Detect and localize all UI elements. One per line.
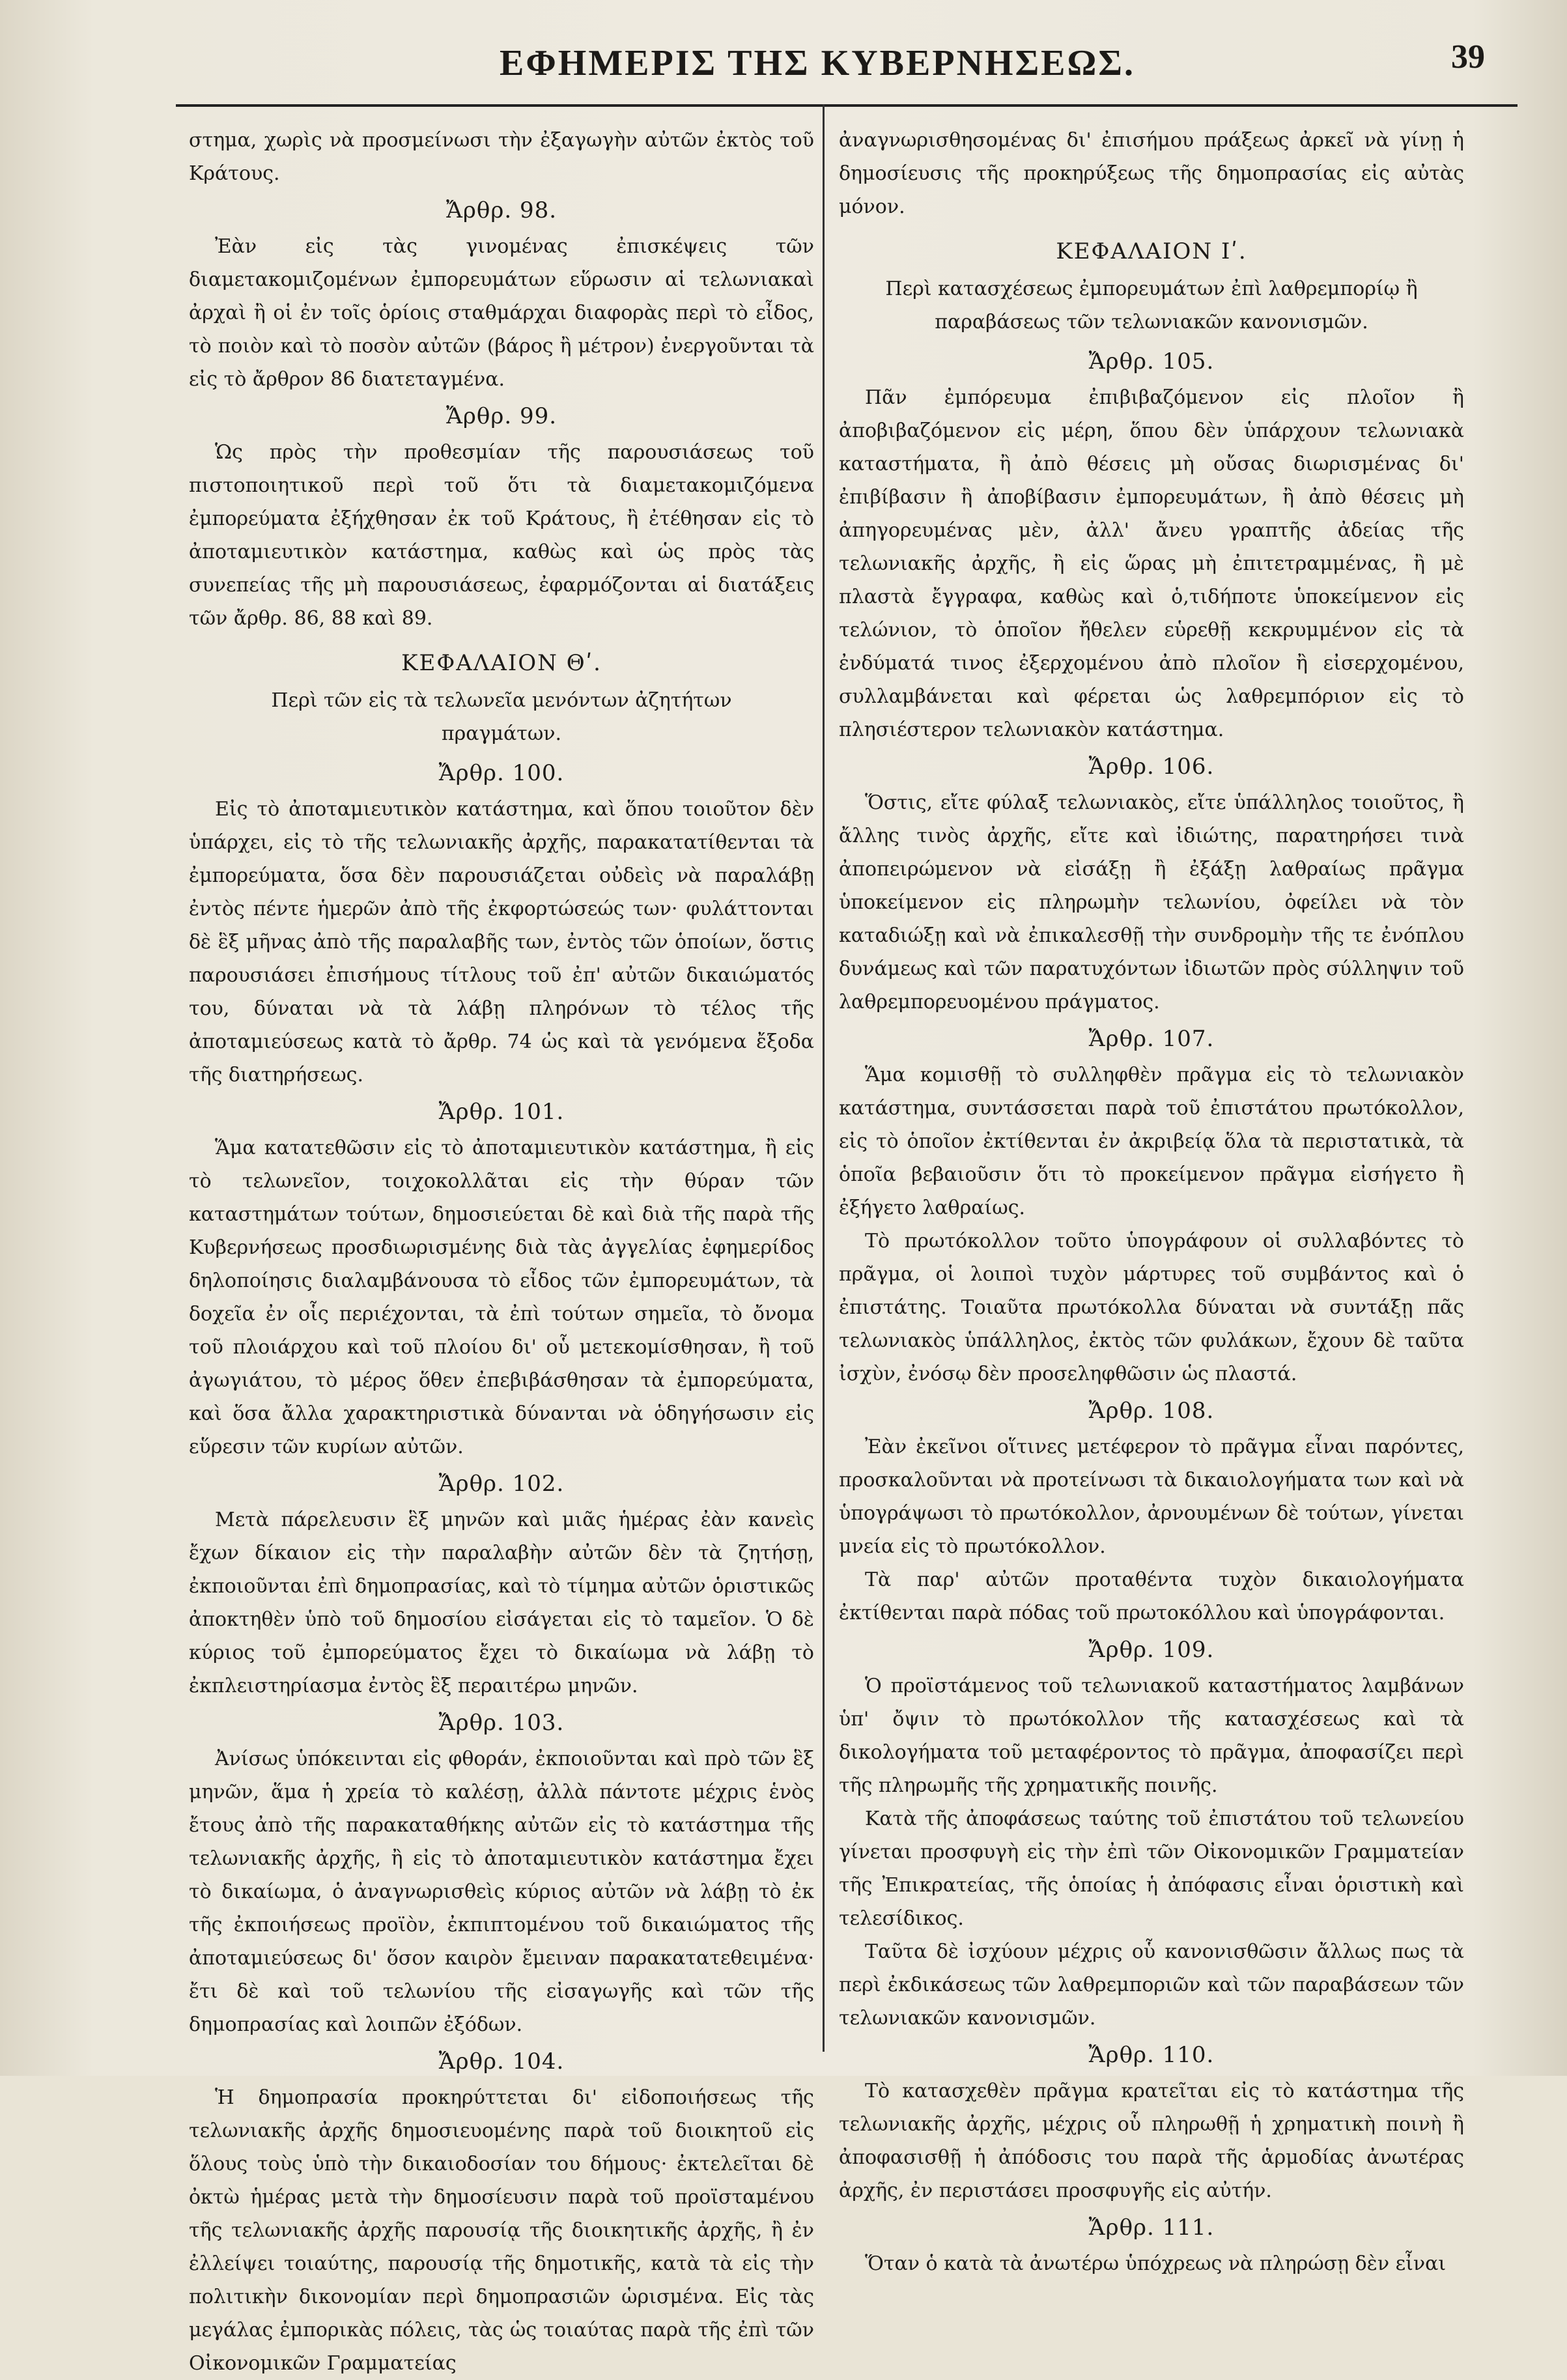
article-heading: Ἄρθρ. 108. — [1088, 1398, 1215, 1424]
paragraph: Ταῦτα δὲ ἰσχύουν μέχρις οὗ κανονισθῶσιν ἄλλως πως τὰ περὶ ἐκδικάσεως τῶν λαθρεμποριῶν καὶ τῶν παραβάσεων τῶν τελωνιακῶν κανονισμῶν. — [839, 1940, 1464, 2030]
chapter-subtitle: Περὶ κατασχέσεως ἐμπορευμάτων ἐπὶ λαθρεμπορίῳ ἢ παραβάσεως τῶν τελωνιακῶν κανονισμῶν. — [885, 277, 1418, 333]
paragraph: Ὡς πρὸς τὴν προθεσμίαν τῆς παρουσιάσεως τοῦ πιστοποιητικοῦ περὶ τοῦ ὅτι τὰ διαμετακομιζόμενα ἐμπορεύματα ἐξήχθησαν ἐκ τοῦ Κράτους, ἢ ἐτέθησαν εἰς τὸ ἀποταμιευτικὸν κατάστημα, καθὼς καὶ ὡς πρὸς τὰς συνεπείας τῆς μὴ παρουσιάσεως, ἐφαρμόζονται αἱ διατάξεις τῶν ἄρθρ. 86, 88 καὶ 89. — [189, 441, 814, 630]
paragraph: Κατὰ τῆς ἀποφάσεως ταύτης τοῦ ἐπιστάτου τοῦ τελωνείου γίνεται προσφυγὴ εἰς τὴν ἐπὶ τῶν Οἰκονομικῶν Γραμματείαν τῆς Ἐπικρατείας, τῆς ὁποίας ἡ ἀπόφασις εἶναι ὁριστικὴ καὶ τελεσίδικος. — [839, 1807, 1464, 1930]
paragraph: Τὸ πρωτόκολλον τοῦτο ὑπογράφουν οἱ συλλαβόντες τὸ πρᾶγμα, οἱ λοιποὶ τυχὸν μάρτυρες τοῦ συμβάντος καὶ ὁ ἐπιστάτης. Τοιαῦτα πρωτόκολλα δύναται νὰ συντάξῃ πᾶς τελωνιακὸς ὑπάλληλος, ἐκτὸς τῶν φυλάκων, ἔχουν δὲ ταῦτα ἰσχὺν, ἐνόσῳ δὲν προσεληφθῶσιν ὡς πλαστά. — [839, 1230, 1464, 1385]
article-heading: Ἄρθρ. 104. — [438, 2048, 565, 2075]
article-heading: Ἄρθρ. 107. — [1088, 1026, 1215, 1052]
article-heading: Ἄρθρ. 100. — [438, 760, 565, 786]
chapter-heading: ΚΕΦΑΛΑΙΟΝ Θʹ. — [401, 650, 602, 676]
chapter-subtitle: Περὶ τῶν εἰς τὰ τελωνεῖα μενόντων ἀζητήτων πραγμάτων. — [271, 689, 732, 745]
paragraph: Μετὰ πάρελευσιν ἓξ μηνῶν καὶ μιᾶς ἡμέρας ἐὰν κανεὶς ἔχων δίκαιον εἰς τὴν παραλαβὴν αὐτῶν δὲν τὰ ζητήσῃ, ἐκποιοῦνται ἐπὶ δημοπρασίας, καὶ τὸ τίμημα αὐτῶν ὁριστικῶς ἀποκτηθὲν ὑπὸ τοῦ δημοσίου εἰσάγεται εἰς τὸ ταμεῖον. Ὁ δὲ κύριος τοῦ ἐμπορεύματος ἔχει τὸ δικαίωμα νὰ λάβῃ τὸ ἐκπλειστηρίασμα ἐντὸς ἓξ περαιτέρω μηνῶν. — [189, 1509, 814, 1697]
article-heading: Ἄρθρ. 98. — [445, 197, 558, 223]
chapter-heading: ΚΕΦΑΛΑΙΟΝ Ιʹ. — [1056, 238, 1247, 264]
article-heading: Ἄρθρ. 110. — [1088, 2042, 1215, 2068]
article-heading: Ἄρθρ. 109. — [1088, 1637, 1215, 1663]
column-divider — [823, 104, 825, 2052]
paragraph: Ἅμα κατατεθῶσιν εἰς τὸ ἀποταμιευτικὸν κατάστημα, ἢ εἰς τὸ τελωνεῖον, τοιχοκολλᾶται εἰς τὴν θύραν τῶν καταστημάτων τούτων, δημοσιεύεται δὲ καὶ διὰ τῆς παρὰ τῆς Κυβερνήσεως προσδιωρισμένης διὰ τὰς ἀγγελίας ἐφημερίδος δηλοποίησις διαλαμβάνουσα τὸ εἶδος τῶν ἐμπορευμάτων, τὰ δοχεῖα ἐν οἷς περιέχονται, τὰ ἐπὶ τούτων σημεῖα, τὸ ὄνομα τοῦ πλοιάρχου καὶ τοῦ πλοίου δι' οὗ μετεκομίσθησαν, ἢ τοῦ ἀγωγιάτου, τὸ μέρος ὅθεν ἐπεβιβάσθησαν τὰ ἐμπορεύματα, καὶ ὅσα ἄλλα χαρακτηριστικὰ δύνανται νὰ ὁδηγήσωσιν εἰς εὕρεσιν τῶν κυρίων αὐτῶν. — [189, 1137, 814, 1458]
right-column — [839, 124, 1464, 2280]
paragraph: Ἡ δημοπρασία προκηρύττεται δι' εἰδοποιήσεως τῆς τελωνιακῆς ἀρχῆς δημοσιευομένης παρὰ τοῦ διοικητοῦ εἰς ὅλους τοὺς ὑπὸ τὴν δικαιοδοσίαν του δήμους· ἐκτελεῖται δὲ ὀκτὼ ἡμέρας μετὰ τὴν δημοσίευσιν παρὰ τοῦ προϊσταμένου τῆς τελωνιακῆς ἀρχῆς παρουσίᾳ τῆς διοικητικῆς ἀρχῆς, ἢ ἐν ἐλλείψει τοιαύτης, παρουσίᾳ τῆς δημοτικῆς, κατὰ τὰ εἰς τὴν πολιτικὴν δικονομίαν περὶ δημοπρασιῶν ὡρισμένα. Εἰς τὰς μεγάλας ἐμπορικὰς πόλεις, τὰς ὡς τοιαύτας παρὰ τῆς ἐπὶ τῶν Οἰκονομικῶν Γραμματείας — [189, 2086, 814, 2375]
paragraph: στημα, χωρὶς νὰ προσμείνωσι τὴν ἐξαγωγὴν αὐτῶν ἐκτὸς τοῦ Κράτους. — [189, 129, 814, 185]
article-heading: Ἄρθρ. 111. — [1088, 2215, 1215, 2241]
paragraph: Ἐὰν ἐκεῖνοι οἵτινες μετέφερον τὸ πρᾶγμα εἶναι παρόντες, προσκαλοῦνται νὰ προτείνωσι τὰ δικαιολογήματα των καὶ νὰ ὑπογράψωσι τὸ πρωτόκολλον, ἀρνουμένων δὲ τούτων, γίνεται μνεία εἰς τὸ πρωτόκολλον. — [839, 1436, 1464, 1558]
paragraph: Ἅμα κομισθῇ τὸ συλληφθὲν πρᾶγμα εἰς τὸ τελωνιακὸν κατάστημα, συντάσσεται παρὰ τοῦ ἐπιστάτου πρωτόκολλον, εἰς τὸ ὁποῖον ἐκτίθενται ἐν ἀκριβείᾳ ὅλα τὰ περιστατικὰ, τὰ ὁποῖα βεβαιοῦσιν ὅτι τὸ προκείμενον πρᾶγμα εἰσήγετο ἢ ἐξήγετο λαθραίως. — [839, 1064, 1464, 1219]
paragraph: Ἐὰν εἰς τὰς γινομένας ἐπισκέψεις τῶν διαμετακομιζομένων ἐμπορευμάτων εὕρωσιν αἱ τελωνιακαὶ ἀρχαὶ ἢ οἱ ἐν τοῖς ὁρίοις σταθμάρχαι διαφορὰς περὶ τὸ εἶδος, τὸ ποιὸν καὶ τὸ ποσὸν αὐτῶν (βάρος ἢ μέτρον) ἐνεργοῦνται τὰ εἰς τὸ ἄρθρον 86 διατεταγμένα. — [189, 235, 814, 391]
paragraph: ἀναγνωρισθησομένας δι' ἐπισήμου πράξεως ἀρκεῖ νὰ γίνῃ ἡ δημοσίευσις τῆς προκηρύξεως τῆς δημοπρασίας εἰς αὐτὰς μόνον. — [839, 129, 1464, 218]
article-heading: Ἄρθρ. 105. — [1088, 348, 1215, 375]
newspaper-title: ΕΦΗΜΕΡΙΣ ΤΗΣ ΚΥΒΕΡΝΗΣΕΩΣ. — [499, 43, 1135, 83]
article-heading: Ἄρθρ. 99. — [445, 403, 558, 429]
page-header — [150, 40, 1485, 86]
paragraph: Ὅταν ὁ κατὰ τὰ ἀνωτέρω ὑπόχρεως νὰ πληρώσῃ δὲν εἶναι — [865, 2252, 1447, 2275]
article-heading: Ἄρθρ. 101. — [438, 1099, 565, 1125]
article-heading: Ἄρθρ. 102. — [438, 1471, 565, 1497]
paragraph: Τὸ κατασχεθὲν πρᾶγμα κρατεῖται εἰς τὸ κατάστημα τῆς τελωνιακῆς ἀρχῆς, μέχρις οὗ πληρωθῇ ἡ χρηματικὴ ποινὴ ἢ ἀποφασισθῇ ἡ ἀπόδοσις του παρὰ τῆς ἁρμοδίας ἀνωτέρας ἀρχῆς, ἐν περιστάσει προσφυγῆς εἰς αὐτήν. — [839, 2080, 1464, 2202]
paragraph: Ἀνίσως ὑπόκεινται εἰς φθοράν, ἐκποιοῦνται καὶ πρὸ τῶν ἓξ μηνῶν, ἅμα ἡ χρεία τὸ καλέσῃ, ἀλλὰ πάντοτε μέχρις ἑνὸς ἔτους ἀπὸ τῆς παρακαταθήκης αὐτῶν εἰς τὸ κατάστημα τῆς τελωνιακῆς ἀρχῆς, ἢ εἰς τὸ ἀποταμιευτικὸν κατάστημα ἔχει τὸ δικαίωμα, ὁ ἀναγνωρισθεὶς κύριος αὐτῶν νὰ λάβῃ τὸ ἐκ τῆς ἐκποιήσεως προϊὸν, ἐκπιπτομένου τοῦ δικαιώματος τῆς ἀποταμιεύσεως δι' ὅσον καιρὸν ἔμειναν παρακατατεθειμένα· ἔτι δὲ καὶ τοῦ τελωνίου τῆς εἰσαγωγῆς καὶ τῶν τῆς δημοπρασίας καὶ λοιπῶν ἐξόδων. — [189, 1748, 814, 2036]
article-heading: Ἄρθρ. 106. — [1088, 754, 1215, 780]
header-rule — [176, 104, 1518, 107]
paragraph: Τὰ παρ' αὐτῶν προταθέντα τυχὸν δικαιολογήματα ἐκτίθενται παρὰ πόδας τοῦ πρωτοκόλλου καὶ ὑπογράφονται. — [839, 1568, 1464, 1624]
paragraph: Ὁ προϊστάμενος τοῦ τελωνιακοῦ καταστήματος λαμβάνων ὑπ' ὄψιν τὸ πρωτόκολλον τῆς κατασχέσεως καὶ τὰ δικολογήματα τοῦ μεταφέροντος τὸ πρᾶγμα, ἀποφασίζει περὶ τῆς πληρωμῆς τῆς χρηματικῆς ποινῆς. — [839, 1675, 1464, 1797]
paragraph: Εἰς τὸ ἀποταμιευτικὸν κατάστημα, καὶ ὅπου τοιοῦτον δὲν ὑπάρχει, εἰς τὸ τῆς τελωνιακῆς ἀρχῆς, παρακατατίθενται τὰ ἐμπορεύματα, ὅσα δὲν παρουσιάζεται οὐδεὶς νὰ παραλάβῃ ἐντὸς πέντε ἡμερῶν ἀπὸ τῆς ἐκφορτώσεώς των· φυλάττονται δὲ ἓξ μῆνας ἀπὸ τῆς παραλαβῆς των, ἐντὸς τῶν ὁποίων, ὅστις παρουσιάσει ἐπισήμους τίτλους τοῦ ἐπ' αὐτῶν δικαιώματός του, δύναται νὰ τὰ λάβῃ πληρόνων τὸ τέλος τῆς ἀποταμιεύσεως κατὰ τὸ ἄρθρ. 74 ὡς καὶ τὰ γενόμενα ἔξοδα τῆς διατηρήσεως. — [189, 798, 814, 1086]
page-number: 39 — [1451, 38, 1485, 76]
paragraph: Ὅστις, εἴτε φύλαξ τελωνιακὸς, εἴτε ὑπάλληλος τοιοῦτος, ἢ ἄλλης τινὸς ἀρχῆς, εἴτε καὶ ἰδιώτης, παρατηρήσει τινὰ ἀποπειρώμενον νὰ εἰσάξῃ ἢ ἐξάξῃ λαθραίως πρᾶγμα ὑποκείμενον εἰς πληρωμὴν τελωνίου, ὀφείλει νὰ τὸν καταδιώξῃ καὶ νὰ ἐπικαλεσθῇ τὴν συνδρομὴν τῆς τε ἐνόπλου δυνάμεως καὶ τῶν παρατυχόντων ἰδιωτῶν πρὸς σύλληψιν τοῦ λαθρεμπορευομένου πράγματος. — [839, 791, 1464, 1013]
article-heading: Ἄρθρ. 103. — [438, 1710, 565, 1736]
paragraph: Πᾶν ἐμπόρευμα ἐπιβιβαζόμενον εἰς πλοῖον ἢ ἀποβιβαζόμενον εἰς μέρη, ὅπου δὲν ὑπάρχουν τελωνιακὰ καταστήματα, ἢ ἀπὸ θέσεις μὴ οὔσας διωρισμένας δι' ἐπιβίβασιν ἢ ἀποβίβασιν ἐμπορευμάτων, ἢ ἀπὸ θέσεις μὴ ἀπηγορευμένας μὲν, ἀλλ' ἄνευ γραπτῆς ἀδείας τῆς τελωνιακῆς ἀρχῆς, ἢ εἰς ὥρας μὴ ἐπιτετραμμένας, ἢ μὲ πλαστὰ ἔγγραφα, καθὼς καὶ ὁ,τιδήποτε ὑποκείμενον εἰς τελώνιον, τὸ ὁποῖον ἤθελεν εὑρεθῇ κεκρυμμένον εἰς τὰ ἐνδύματά τινος ἐξερχομένου ἀπὸ πλοῖον ἢ εἰσερχομένου, συλλαμβάνεται καὶ φέρεται ὡς λαθρεμπόριον εἰς τὸ πλησιέστερον τελωνιακὸν κατάστημα. — [839, 386, 1464, 741]
left-column — [189, 124, 814, 2380]
